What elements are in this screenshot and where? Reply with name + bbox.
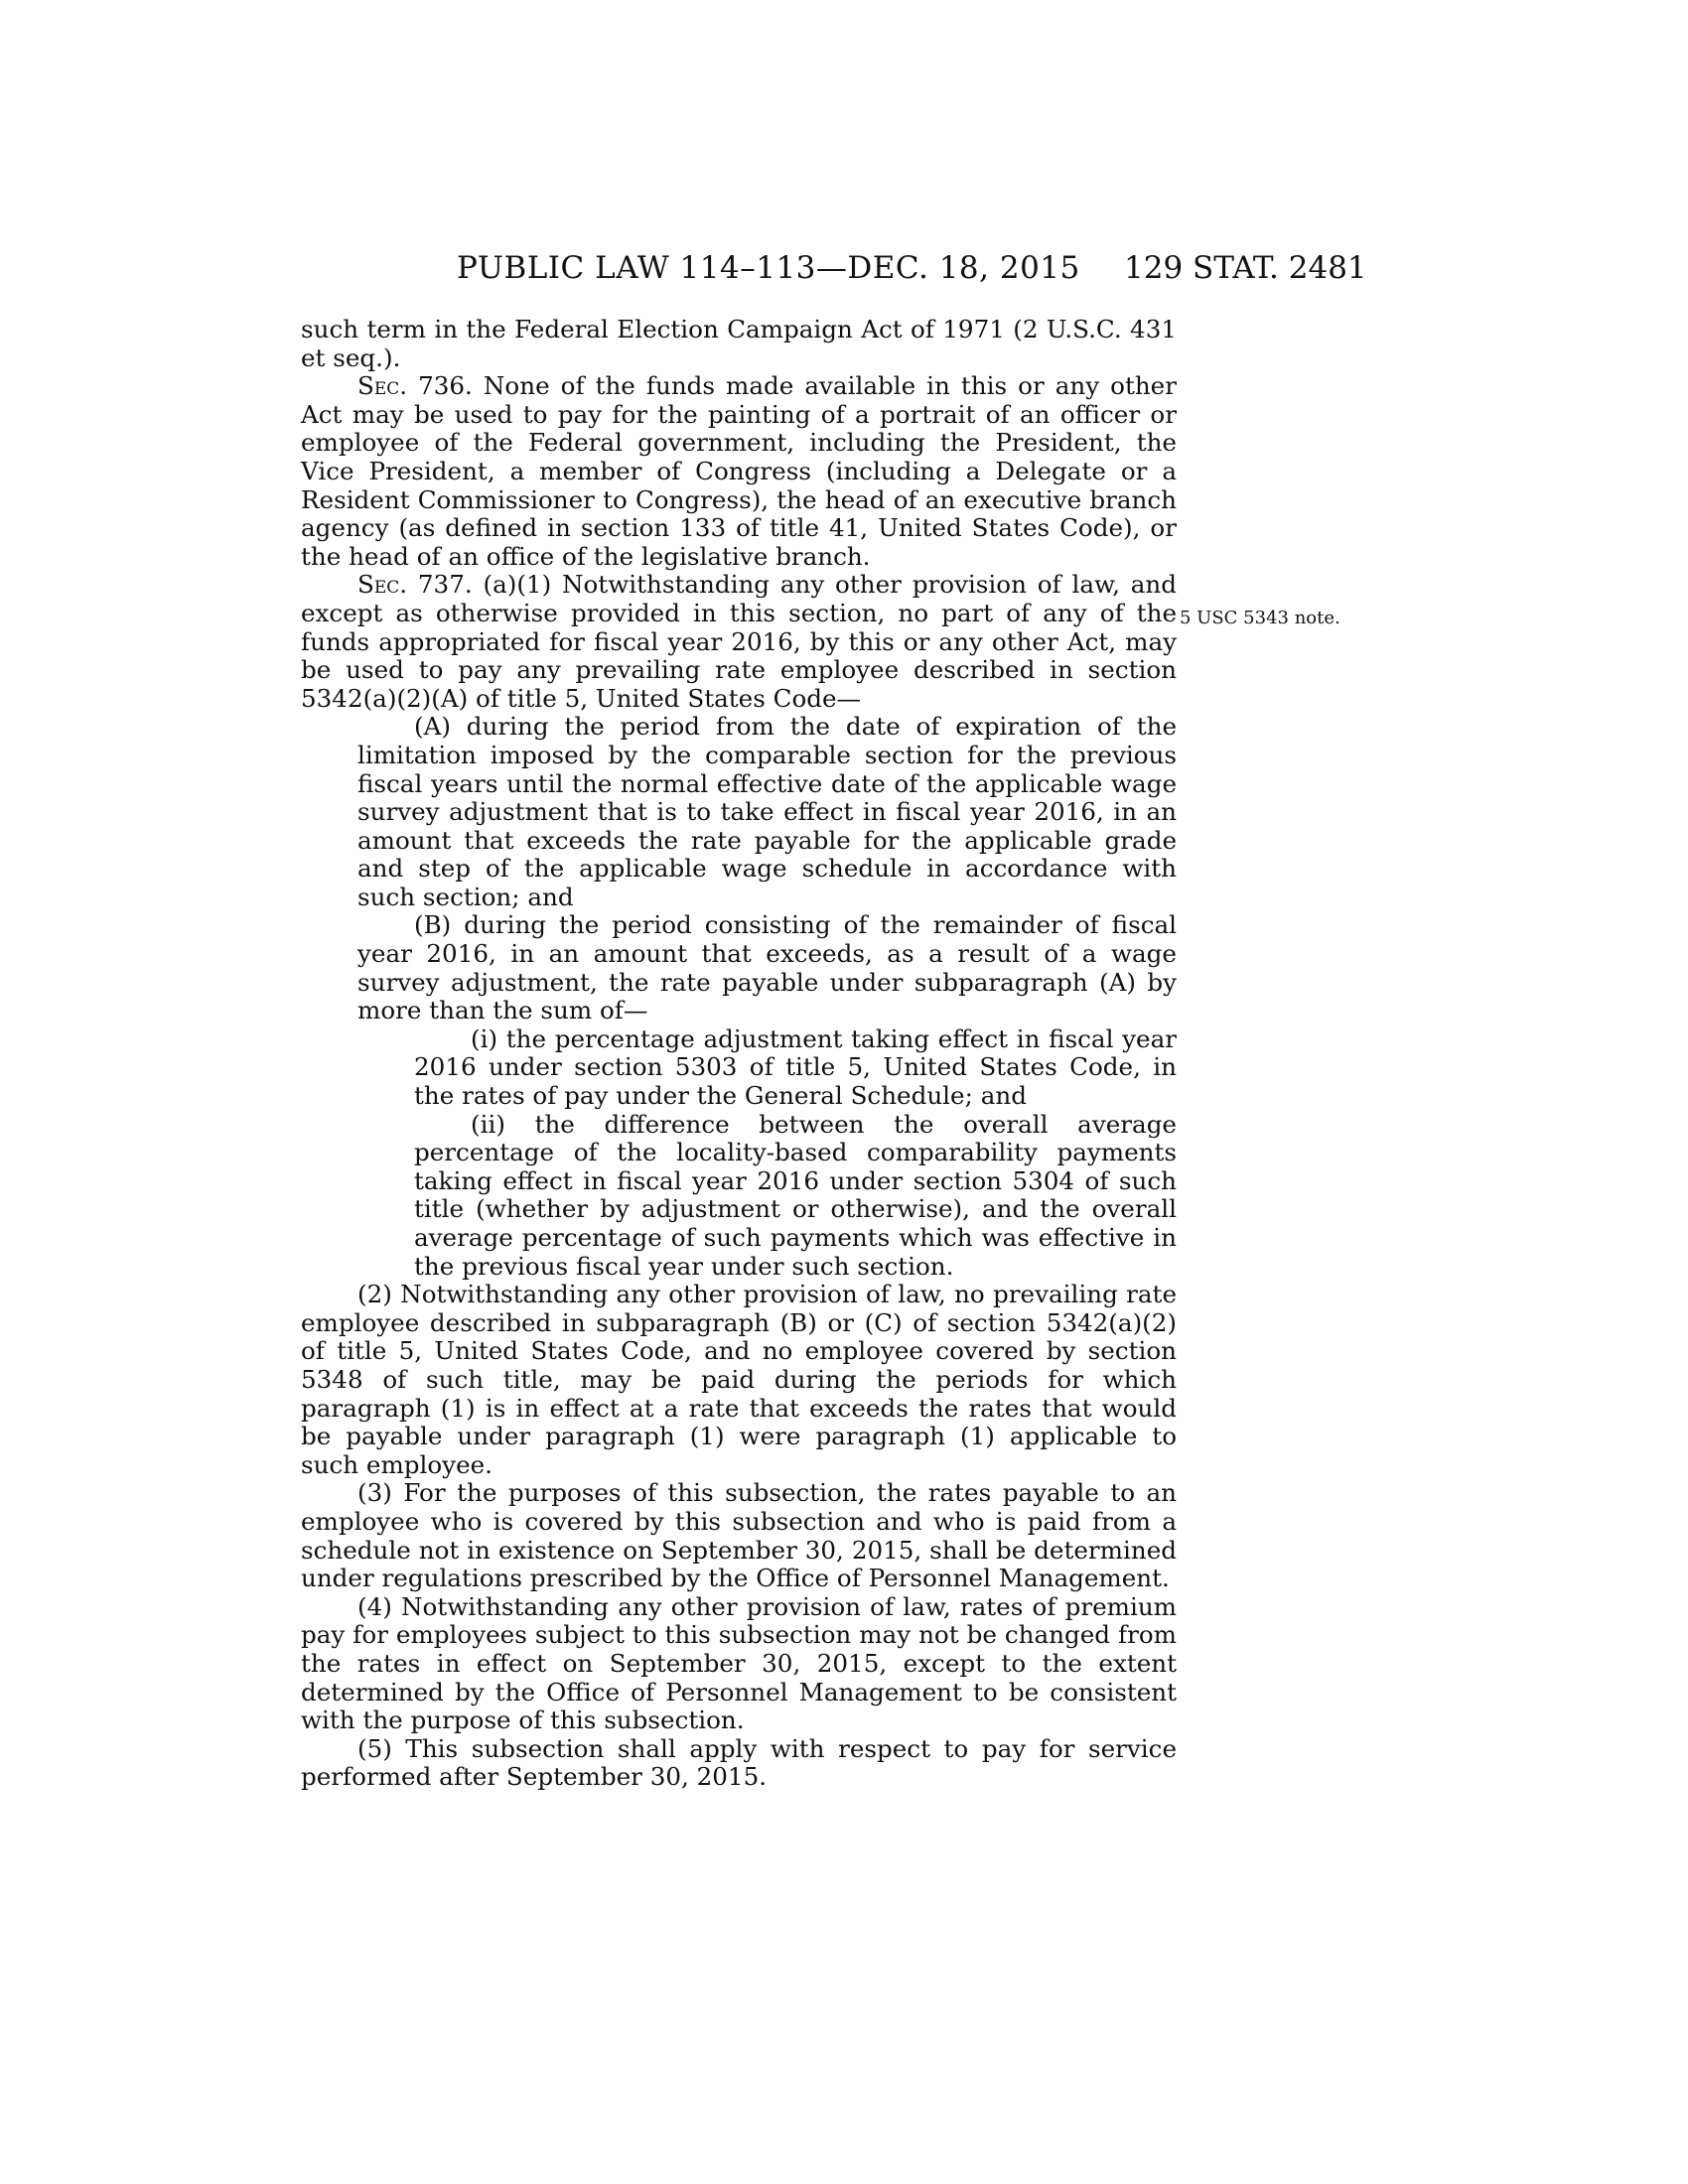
- paragraph-3: (3) For the purposes of this subsection, the rates payable to an employee who is covered by this subsection and who is paid from a schedule not in existence on September 30, 2015, shall be determined under regulations prescribed by the Office of Personnel Management.: [301, 1478, 1177, 1593]
- paragraph-5: (5) This subsection shall apply with respect to pay for service performed after September 30, 2015.: [301, 1733, 1177, 1792]
- sec-label: Sec.: [357, 570, 408, 600]
- margin-note: 5 USC 5343 note.: [1180, 608, 1340, 628]
- section-737-text: 737. (a)(1) Notwithstanding any other provision of law, and except as otherwise provided in this section, no part of any of the funds appropriated for fiscal year 2016, by this or any other Act, may be used to pay any prevailing rate employee described in section 5342(a)(2)(A) of title 5, United States Code—: [301, 570, 1177, 713]
- section-737: [301, 571, 1177, 713]
- page-stat-number: 129 STAT. 2481: [1124, 250, 1367, 286]
- paragraph-continuation: such term in the Federal Election Campaign Act of 1971 (2 U.S.C. 431 et seq.).: [301, 315, 1177, 372]
- subparagraph-A: (A) during the period from the date of expiration of the limitation imposed by the comparable section for the previous fiscal years until the normal effective date of the applicable wage survey adjustment that is to take effect in fiscal year 2016, in an amount that exceeds the rate payable for the applicable grade and step of the applicable wage schedule in accordance with such section; and: [357, 712, 1177, 911]
- section-736-text: 736. None of the funds made available in this or any other Act may be used to pay for the painting of a portrait of an officer or employee of the Federal government, including the President, the Vice President, a member of Congress (including a Delegate or a Resident Commissioner to Congress), the head of an executive branch agency (as defined in section 133 of title 41, United States Code), or the head of an office of the legislative branch.: [301, 371, 1177, 571]
- subparagraph-B: (B) during the period consisting of the remainder of fiscal year 2016, in an amount that exceeds, as a result of a wage survey adjustment, the rate payable under subparagraph (A) by more than the sum of—: [357, 910, 1177, 1025]
- clause-i: (i) the percentage adjustment taking effect in fiscal year 2016 under section 5303 of title 5, United States Code, in the rates of pay under the General Schedule; and: [414, 1024, 1177, 1111]
- paragraph-4: (4) Notwithstanding any other provision of law, rates of premium pay for employees subject to this subsection may not be changed from the rates in effect on September 30, 2015, except to the extent determined by the Office of Personnel Management to be consistent with the purpose of this subsection.: [301, 1591, 1177, 1735]
- clause-ii: (ii) the difference between the overall average percentage of the locality-based comparability payments taking effect in fiscal year 2016 under section 5304 of such title (whether by adjustment or otherwise), and the overall average percentage of such payments which was effective in the previous fiscal year under such section.: [414, 1109, 1177, 1281]
- body-text: [301, 316, 1177, 1792]
- running-header-title: PUBLIC LAW 114–113—DEC. 18, 2015: [457, 250, 1080, 286]
- sec-label: Sec.: [357, 371, 408, 401]
- section-736: [301, 372, 1177, 571]
- paragraph-2: (2) Notwithstanding any other provision of law, no prevailing rate employee described in subparagraph (B) or (C) of section 5342(a)(2) of title 5, United States Code, and no employee covered by section 5348 of such title, may be paid during the periods for which paragraph (1) is in effect at a rate that exceeds the rates that would be payable under paragraph (1) were paragraph (1) applicable to such employee.: [301, 1280, 1177, 1479]
